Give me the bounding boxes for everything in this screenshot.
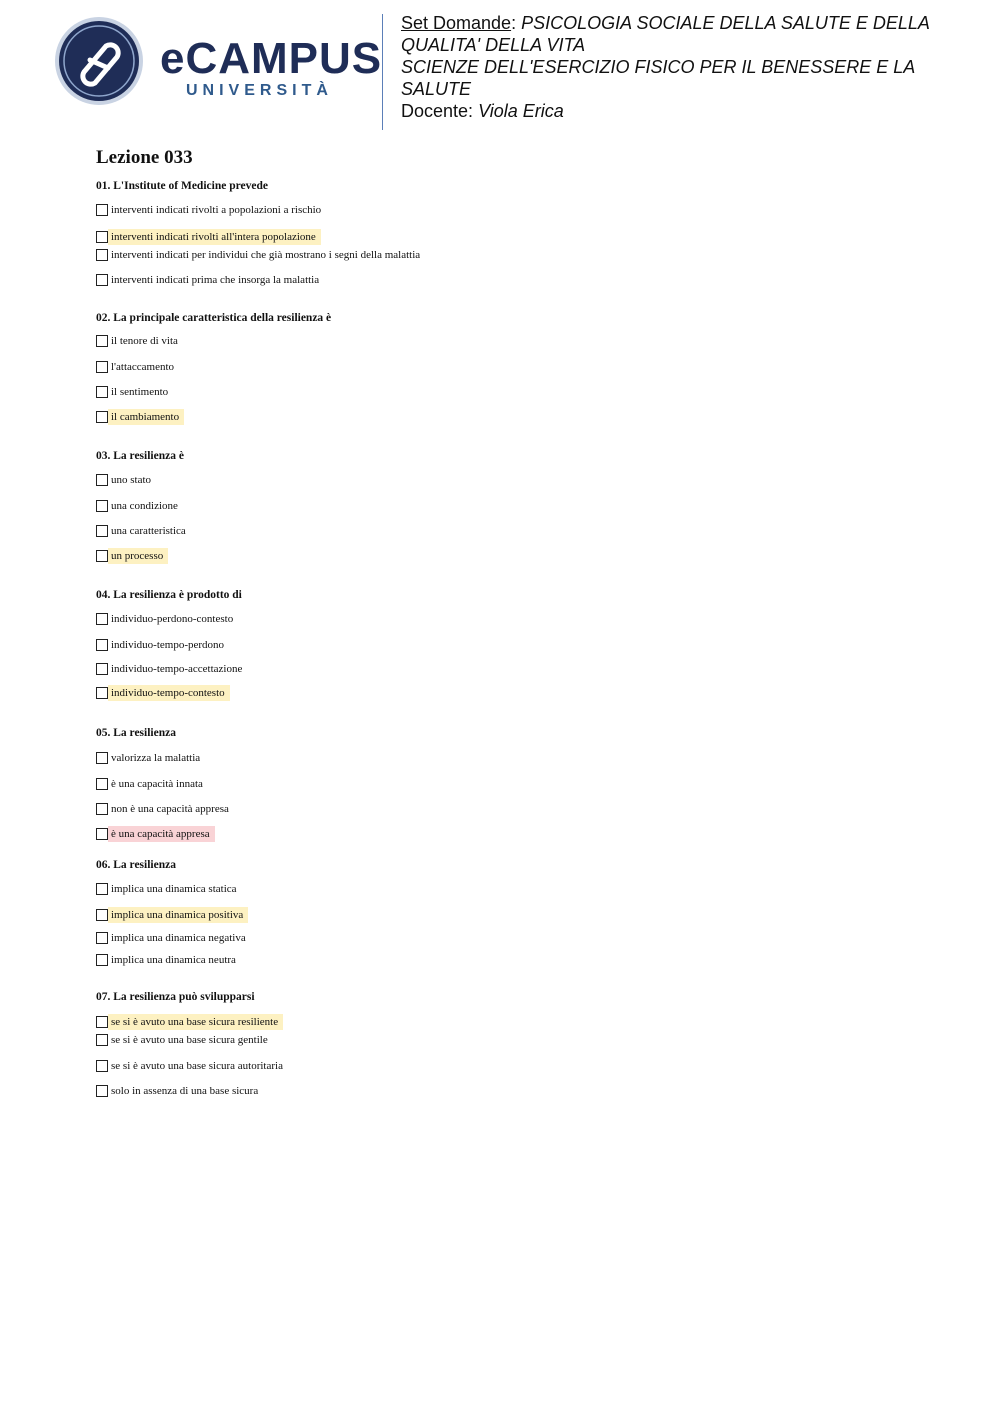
answer-checkbox[interactable] xyxy=(96,639,108,651)
answer-option[interactable] xyxy=(96,333,183,349)
answer-option[interactable] xyxy=(96,247,425,263)
answer-option-label: è una capacità innata xyxy=(111,778,203,790)
answer-checkbox[interactable] xyxy=(96,828,108,840)
page-header xyxy=(0,0,1000,140)
answer-option-label: una caratteristica xyxy=(111,525,186,537)
answer-checkbox[interactable] xyxy=(96,909,108,921)
answer-option-label: solo in assenza di una base sicura xyxy=(111,1085,259,1097)
docente-name: Viola Erica xyxy=(478,101,564,121)
answer-option[interactable] xyxy=(96,384,173,400)
answer-option-label: interventi indicati per individui che già mostrano i segni della malattia xyxy=(111,249,421,261)
answer-checkbox[interactable] xyxy=(96,550,108,562)
set-label: Set Domande xyxy=(401,13,512,33)
answer-option-label: implica una dinamica negativa xyxy=(111,932,246,944)
answer-checkbox[interactable] xyxy=(96,1016,108,1028)
answer-option-label: implica una dinamica neutra xyxy=(111,954,236,966)
header-info: Set Domande: PSICOLOGIA SOCIALE DELLA SALUTE E DELLA QUALITA' DELLA VITA SCIENZE DELL'ESERCIZIO FISICO PER IL BENESSERE E LA SALUTE Docente: Viola Erica xyxy=(401,13,930,121)
lesson-title: Lezione 033 xyxy=(96,147,193,168)
answer-option-label: individuo-tempo-perdono xyxy=(111,639,225,651)
answer-option-label: interventi indicati rivolti a popolazioni a rischio xyxy=(111,204,322,216)
docente-label: Docente: xyxy=(401,101,474,121)
course-title-2: SCIENZE DELL'ESERCIZIO FISICO PER IL BENESSERE E LA SALUTE xyxy=(401,57,915,99)
answer-checkbox[interactable] xyxy=(96,687,108,699)
answer-option-label: se si è avuto una base sicura resiliente xyxy=(108,1014,283,1030)
answer-checkbox[interactable] xyxy=(96,231,108,243)
answer-option[interactable] xyxy=(96,881,242,897)
logo-wordmark: eCAMPUS xyxy=(160,34,383,83)
answer-option-label: uno stato xyxy=(111,474,152,486)
question-text: 07. La resilienza può svilupparsi xyxy=(96,991,255,1003)
answer-option[interactable] xyxy=(96,750,205,766)
answer-option-label: interventi indicati prima che insorga la malattia xyxy=(111,274,320,286)
question-text: 04. La resilienza è prodotto di xyxy=(96,589,242,601)
answer-option[interactable] xyxy=(96,930,251,946)
answer-option-label: il sentimento xyxy=(111,386,169,398)
answer-option[interactable] xyxy=(96,637,229,653)
answer-option[interactable] xyxy=(96,202,326,218)
answer-option[interactable] xyxy=(96,548,168,564)
answer-option[interactable] xyxy=(96,523,191,539)
answer-option-label: individuo-tempo-accettazione xyxy=(111,663,243,675)
answer-option-label: una condizione xyxy=(111,500,178,512)
answer-checkbox[interactable] xyxy=(96,1034,108,1046)
answer-option[interactable] xyxy=(96,907,248,923)
answer-option-label: l'attaccamento xyxy=(111,361,175,373)
ecampus-badge-icon xyxy=(54,16,144,106)
answer-checkbox[interactable] xyxy=(96,752,108,764)
answer-checkbox[interactable] xyxy=(96,525,108,537)
answer-option-label: valorizza la malattia xyxy=(111,752,201,764)
answer-checkbox[interactable] xyxy=(96,932,108,944)
answer-option-label: individuo-perdono-contesto xyxy=(111,613,234,625)
answer-option-label: implica una dinamica positiva xyxy=(108,907,248,923)
answer-option-label: interventi indicati rivolti all'intera popolazione xyxy=(108,229,321,245)
answer-option-label: implica una dinamica statica xyxy=(111,883,237,895)
answer-checkbox[interactable] xyxy=(96,954,108,966)
answer-option[interactable] xyxy=(96,1014,283,1030)
answer-option[interactable] xyxy=(96,498,183,514)
answer-checkbox[interactable] xyxy=(96,274,108,286)
header-divider xyxy=(382,14,383,130)
answer-checkbox[interactable] xyxy=(96,386,108,398)
question-text: 03. La resilienza è xyxy=(96,450,184,462)
answer-checkbox[interactable] xyxy=(96,1060,108,1072)
answer-option-label: individuo-tempo-contesto xyxy=(108,685,230,701)
answer-checkbox[interactable] xyxy=(96,803,108,815)
question-text: 05. La resilienza xyxy=(96,727,176,739)
answer-option[interactable] xyxy=(96,952,241,968)
answer-option[interactable] xyxy=(96,801,234,817)
question-text: 06. La resilienza xyxy=(96,859,176,871)
answer-option-label: non è una capacità appresa xyxy=(111,803,229,815)
answer-option[interactable] xyxy=(96,826,215,842)
answer-checkbox[interactable] xyxy=(96,1085,108,1097)
answer-option-label: è una capacità appresa xyxy=(108,826,215,842)
answer-checkbox[interactable] xyxy=(96,613,108,625)
question-text: 02. La principale caratteristica della resilienza è xyxy=(96,312,332,324)
answer-option[interactable] xyxy=(96,661,247,677)
answer-option[interactable] xyxy=(96,229,321,245)
answer-option-label: il tenore di vita xyxy=(111,335,178,347)
answer-option[interactable] xyxy=(96,359,179,375)
answer-checkbox[interactable] xyxy=(96,361,108,373)
answer-option-label: se si è avuto una base sicura autoritaria xyxy=(111,1060,283,1072)
answer-option[interactable] xyxy=(96,1058,288,1074)
answer-option[interactable] xyxy=(96,776,208,792)
answer-option[interactable] xyxy=(96,685,230,701)
answer-option[interactable] xyxy=(96,409,184,425)
course-title-1: PSICOLOGIA SOCIALE DELLA SALUTE E DELLA QUALITA' DELLA VITA xyxy=(401,13,930,55)
answer-checkbox[interactable] xyxy=(96,411,108,423)
answer-option[interactable] xyxy=(96,1083,263,1099)
answer-option[interactable] xyxy=(96,472,156,488)
answer-checkbox[interactable] xyxy=(96,778,108,790)
answer-option[interactable] xyxy=(96,272,324,288)
logo-subtitle: UNIVERSITÀ xyxy=(186,82,333,99)
answer-checkbox[interactable] xyxy=(96,204,108,216)
answer-option-label: un processo xyxy=(108,548,168,564)
answer-checkbox[interactable] xyxy=(96,249,108,261)
answer-checkbox[interactable] xyxy=(96,663,108,675)
answer-checkbox[interactable] xyxy=(96,474,108,486)
question-text: 01. L'Institute of Medicine prevede xyxy=(96,180,268,192)
answer-checkbox[interactable] xyxy=(96,335,108,347)
answer-checkbox[interactable] xyxy=(96,500,108,512)
answer-option-label: se si è avuto una base sicura gentile xyxy=(111,1034,268,1046)
answer-option-label: il cambiamento xyxy=(108,409,184,425)
answer-option[interactable] xyxy=(96,1032,273,1048)
answer-checkbox[interactable] xyxy=(96,883,108,895)
answer-option[interactable] xyxy=(96,611,238,627)
